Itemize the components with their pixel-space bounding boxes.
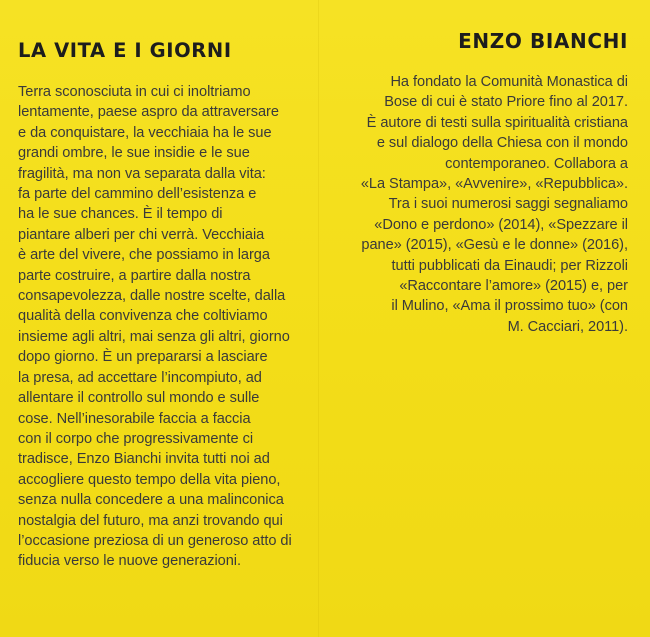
bio-line: Tra i suoi numerosi saggi segnaliamo (388, 196, 628, 213)
synopsis-line: lentamente, paese aspro da attraversare (18, 104, 279, 121)
synopsis-line: fragilità, ma non va separata dalla vita: (18, 165, 266, 182)
bio-line: M. Cacciari, 2011). (507, 318, 628, 335)
synopsis-line: ha le sue chances. È il tempo di (18, 206, 223, 223)
synopsis-line: accogliere questo tempo della vita pieno, (18, 471, 281, 488)
author-column (330, 26, 628, 337)
synopsis-column (18, 38, 320, 572)
synopsis-line: è arte del vivere, che possiamo in larga (18, 247, 270, 264)
synopsis-line: insieme agli altri, mai senza gli altri, giorno (18, 328, 290, 345)
bio-line: Ha fondato la Comunità Monastica di (390, 74, 628, 90)
synopsis-line: senza nulla concedere a una malinconica (18, 492, 284, 509)
bio-line: Bose di cui è stato Priore fino al 2017. (384, 94, 628, 111)
synopsis-line: fa parte del cammino dell’esistenza e (18, 186, 257, 203)
synopsis-line: cose. Nell’inesorabile faccia a faccia (18, 410, 251, 427)
synopsis-line: allentare il controllo sul mondo e sulle (18, 390, 260, 407)
bio-line: «La Stampa», «Avvenire», «Repubblica». (360, 176, 628, 193)
bio-line: pane» (2015), «Gesù e le donne» (2016), (361, 237, 628, 254)
author-bio (330, 72, 628, 337)
bio-line: contemporaneo. Collabora a (445, 155, 628, 172)
bio-line: È autore di testi sulla spiritualità cristiana (366, 114, 628, 131)
synopsis-line: fiducia verso le nuove generazioni. (18, 553, 241, 570)
bio-line: tutti pubblicati da Einaudi; per Rizzoli (391, 257, 628, 274)
author-name: ENZO BIANCHI (458, 29, 628, 53)
bio-line: il Mulino, «Ama il prossimo tuo» (con (391, 298, 628, 315)
bio-line: e sul dialogo della Chiesa con il mondo (376, 135, 628, 152)
synopsis-line: parte costruire, a partire dalla nostra (18, 267, 251, 284)
synopsis-line: nostalgia del futuro, ma anzi trovando qui (18, 512, 283, 529)
synopsis-line: piantare alberi per chi verrà. Vecchiaia (18, 226, 265, 243)
synopsis-line: consapevolezza, dalle nostre scelte, dalla (18, 288, 286, 305)
bio-line: «Raccontare l’amore» (2015) e, per (399, 278, 628, 295)
book-synopsis (18, 82, 320, 572)
synopsis-line: Terra sconosciuta in cui ci inoltriamo (18, 84, 251, 100)
synopsis-line: tradisce, Enzo Bianchi invita tutti noi ad (18, 451, 270, 468)
synopsis-line: e da conquistare, la vecchiaia ha le sue (18, 124, 272, 141)
synopsis-line: grandi ombre, le sue insidie e le sue (18, 145, 250, 162)
synopsis-line: qualità della convivenza che coltiviamo (18, 308, 268, 325)
synopsis-line: dopo giorno. È un prepararsi a lasciare (18, 349, 268, 366)
book-title: LA VITA E I GIORNI (18, 39, 232, 62)
bio-line: «Dono e perdono» (2014), «Spezzare il (374, 216, 628, 233)
synopsis-line: la presa, ad accettare l’incompiuto, ad (18, 369, 262, 386)
synopsis-line: con il corpo che progressivamente ci (18, 430, 254, 447)
synopsis-line: l’occasione preziosa di un generoso atto di (18, 532, 292, 549)
